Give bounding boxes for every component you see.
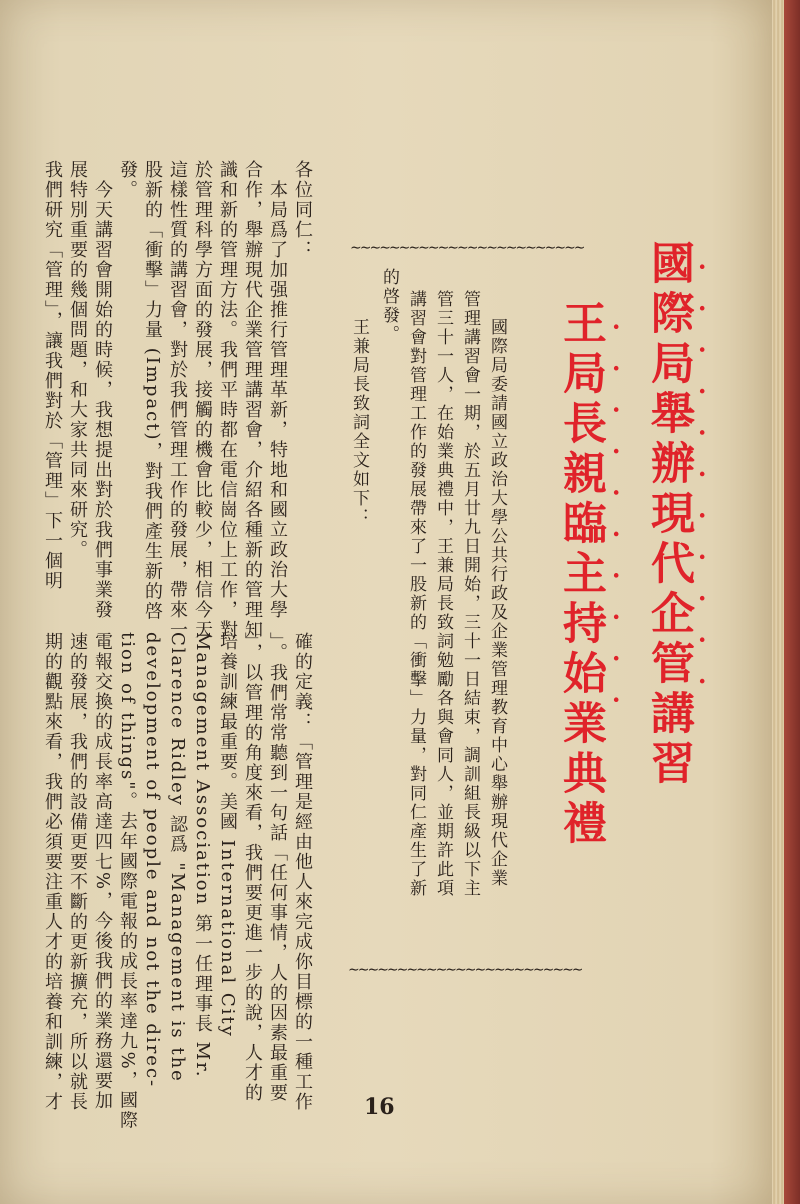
- speech-upper-line-8: 發。: [117, 160, 138, 200]
- speech-upper-line-11: 我們研究「管理」，讓我們對於「管理」下一個明: [42, 160, 63, 591]
- intro-top-rule: ∼∼∼∼∼∼∼∼∼∼∼∼∼∼∼∼∼∼∼∼∼∼∼∼: [350, 240, 584, 256]
- intro-line-4: 講習會對管理工作的發展帶來了一股新的「衝擊」力量，對同仁產生了新: [406, 290, 426, 898]
- speech-lower-line-11: 期的觀點來看，我們必須要注重人才的培養和訓練，才: [42, 632, 63, 1112]
- speech-lower-line-9: 電報交換的成長率高達四七%，今後我們的業務還要加: [92, 632, 113, 1112]
- speech-upper-line-3: 合作，舉辦現代企業管理講習會，介紹各種新的管理知: [242, 160, 263, 640]
- speech-lower-line-3: 」，以管理的角度來看，我們要更進一步的說，人才的: [242, 632, 263, 1103]
- speech-lower-line-6: Clarence Ridley 認爲 "Management is the: [167, 632, 188, 1083]
- speech-lower-line-4: 培養訓練最重要。美國 International City: [217, 632, 238, 1038]
- speech-lower-line-2: 」。我們常常聽到一句話「任何事情，人的因素最重要: [267, 632, 288, 1103]
- speech-lower-line-10: 速的發展，我們的設備更要不斷的更新擴充，所以就長: [67, 632, 88, 1112]
- title-dots-middle: ••••••••••: [606, 322, 625, 737]
- title-dots-right: •••••••••••: [692, 262, 711, 718]
- speech-upper-line-9: 今天講習會開始的時候，我想提出對於我們事業發: [92, 180, 113, 620]
- speech-lower-line-5: Management Association 第一任理事長 Mr.: [192, 632, 213, 1079]
- speech-upper-line-5: 於管理科學方面的發展，接觸的機會比較少，相信今天: [192, 160, 213, 640]
- page-number: 16: [364, 1094, 395, 1120]
- book-cover-edge: [784, 0, 800, 1204]
- title-line-1: 國際局舉辦現代企管講習: [643, 240, 694, 790]
- intro-line-3: 管三十一人，在始業典禮中，王兼局長致詞勉勵各與會同人，並期許此項: [433, 290, 453, 898]
- speech-lower-line-8: tion of things"。去年國際電報的成長率達九%，國際: [117, 632, 138, 1131]
- speech-upper-line-2: 本局爲了加强推行管理革新，特地和國立政治大學: [267, 180, 288, 620]
- intro-line-5: 的啓發。: [379, 268, 399, 344]
- speech-upper-line-4: 識和新的管理方法。我們平時都在電信崗位上工作，對: [217, 160, 238, 640]
- speech-lower-line-1: 確的定義：「管理是經由他人來完成你目標的一種工作: [292, 632, 313, 1112]
- intro-line-1: 國際局委請國立政治大學公共行政及企業管理教育中心舉辦現代企業: [487, 318, 507, 888]
- speech-upper-line-7: 股新的「衝擊」力量 (Impact)，對我們產生新的啓: [142, 160, 163, 622]
- title-line-2: 王局長親臨主持始業典禮: [555, 300, 606, 850]
- intro-line-2: 管理講習會一期，於五月廿九日開始，三十一日結束，調訓組長級以下主: [460, 290, 480, 898]
- speech-lower-line-7: development of people and not the direc-: [142, 632, 163, 1089]
- speech-upper-line-6: 這樣性質的講習會，對於我們管理工作的發展，帶來一: [167, 160, 188, 640]
- speech-upper-line-1: 各位同仁：: [292, 160, 313, 260]
- intro-line-6: 王兼局長致詞全文如下：: [349, 318, 369, 527]
- intro-bottom-rule: ∼∼∼∼∼∼∼∼∼∼∼∼∼∼∼∼∼∼∼∼∼∼∼∼: [348, 962, 582, 978]
- speech-upper-line-10: 展特別重要的幾個問題，和大家共同來研究。: [67, 160, 88, 560]
